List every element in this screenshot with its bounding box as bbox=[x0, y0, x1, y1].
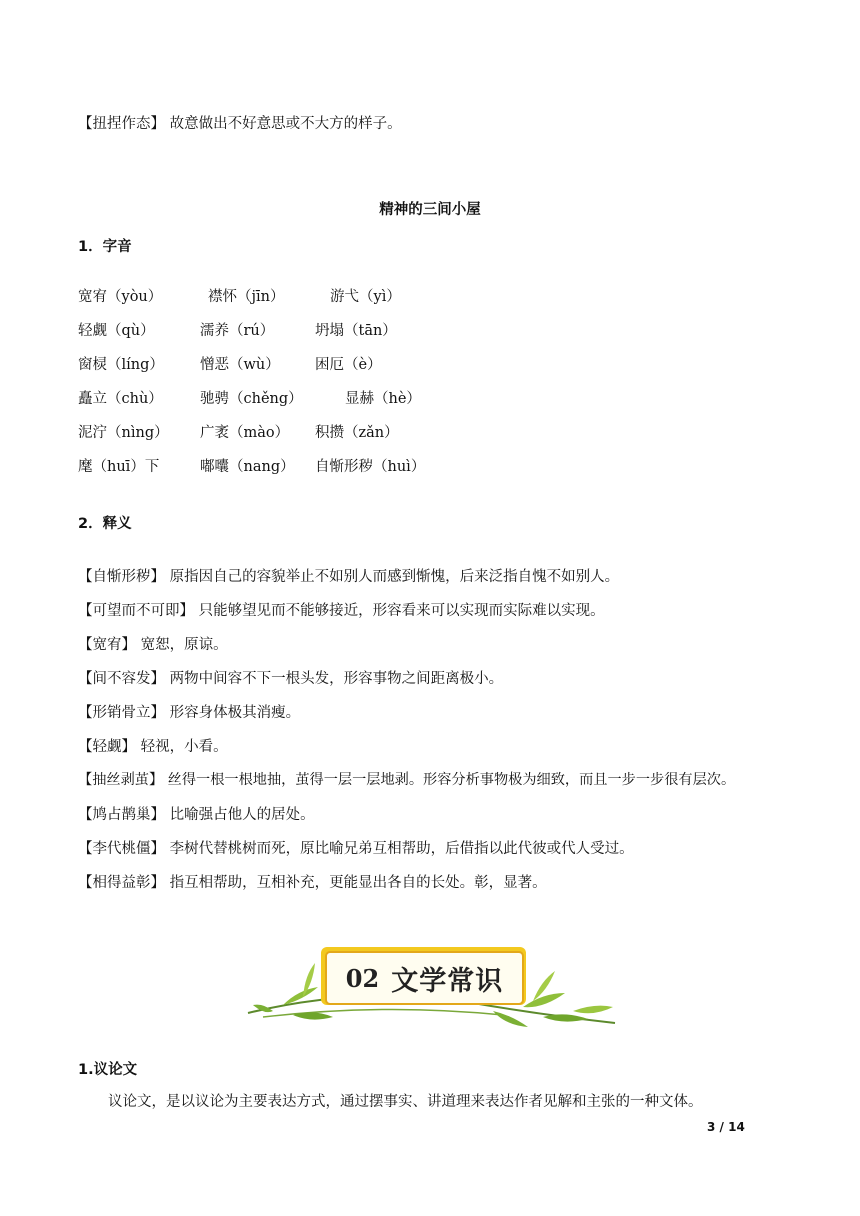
pron-2-3: 坍塌（tān） bbox=[315, 323, 397, 339]
definition-text: 只能够望见而不能够接近，形容看来可以实现而实际难以实现。 bbox=[194, 603, 605, 619]
definition-term: 【自惭形秽】 bbox=[78, 569, 165, 585]
pron-5-2: 广袤（mào） bbox=[200, 425, 290, 441]
definition-text: 两物中间容不下一根头发，形容事物之间距离极小。 bbox=[165, 671, 504, 687]
pron-2-2: 濡养（rú） bbox=[200, 323, 275, 339]
definition-item bbox=[78, 633, 228, 654]
definition-term: 【李代桃僵】 bbox=[78, 841, 165, 857]
definition-term: 【轻觑】 bbox=[78, 739, 136, 755]
entry-niunie bbox=[78, 112, 402, 133]
definition-term: 【鸠占鹊巢】 bbox=[78, 807, 165, 823]
pron-6-1: 麾（huī）下 bbox=[78, 459, 160, 475]
section-title: 精神的三间小屋 bbox=[379, 202, 481, 218]
pron-4-2: 驰骋（chěng） bbox=[200, 391, 303, 407]
definition-item bbox=[78, 803, 315, 824]
definition-item bbox=[78, 701, 300, 722]
lit-paragraph: 议论文，是以议论为主要表达方式，通过摆事实、讲道理来表达作者见解和主张的一种文体。 bbox=[108, 1094, 703, 1110]
definition-text: 指互相帮助，互相补充，更能显出各自的长处。彰，显著。 bbox=[165, 875, 547, 891]
definition-item bbox=[78, 769, 735, 789]
pron-3-3: 困厄（è） bbox=[315, 357, 382, 373]
pron-6-2: 嘟囔（nang） bbox=[200, 459, 295, 475]
pron-2-1: 轻觑（qù） bbox=[78, 323, 155, 339]
pron-1-1: 宽宥（yòu） bbox=[78, 289, 163, 305]
definition-item bbox=[78, 871, 547, 892]
entry-text: 故意做出不好意思或不大方的样子。 bbox=[165, 116, 402, 132]
definition-term: 【形销骨立】 bbox=[78, 705, 165, 721]
pron-1-2: 襟怀（jīn） bbox=[208, 289, 285, 305]
definition-item bbox=[78, 837, 634, 858]
definition-term: 【间不容发】 bbox=[78, 671, 165, 687]
definition-text: 原指因自己的容貌举止不如别人而感到惭愧，后来泛指自愧不如别人。 bbox=[165, 569, 620, 585]
pron-4-3: 显赫（hè） bbox=[345, 391, 421, 407]
definition-text: 形容身体极其消瘦。 bbox=[165, 705, 301, 721]
pron-3-2: 憎恶（wù） bbox=[200, 357, 280, 373]
heading-meaning: 2．释义 bbox=[78, 516, 132, 532]
page-number: 3 / 14 bbox=[707, 1120, 745, 1134]
definition-item bbox=[78, 599, 605, 620]
definition-term: 【相得益彰】 bbox=[78, 875, 165, 891]
definition-item bbox=[78, 667, 503, 688]
definition-item bbox=[78, 565, 619, 586]
definition-text: 宽恕，原谅。 bbox=[136, 637, 228, 653]
banner-title: 文学常识 bbox=[391, 965, 504, 997]
pron-6-3: 自惭形秽（huì） bbox=[315, 459, 426, 475]
definition-term: 【抽丝剥茧】 bbox=[78, 772, 164, 788]
heading-pronunciation: 1．字音 bbox=[78, 239, 132, 255]
definition-text: 轻视，小看。 bbox=[136, 739, 228, 755]
pron-4-1: 矗立（chù） bbox=[78, 391, 163, 407]
definition-text: 李树代替桃树而死，原比喻兄弟互相帮助，后借指以此代彼或代人受过。 bbox=[165, 841, 634, 857]
section-banner bbox=[243, 945, 618, 1035]
pron-1-3: 游弋（yì） bbox=[330, 289, 401, 305]
banner-box bbox=[325, 951, 524, 1005]
pron-3-1: 窗棂（líng） bbox=[78, 357, 164, 373]
entry-term: 【扭捏作态】 bbox=[78, 116, 165, 132]
definition-term: 【宽宥】 bbox=[78, 637, 136, 653]
definition-term: 【可望而不可即】 bbox=[78, 603, 194, 619]
definition-text: 丝得一根一根地抽，茧得一层一层地剥。形容分析事物极为细致，而且一步一步很有层次。 bbox=[163, 772, 736, 788]
definition-item bbox=[78, 735, 228, 756]
pron-5-3: 积攒（zǎn） bbox=[315, 425, 399, 441]
lit-heading: 1.议论文 bbox=[78, 1062, 138, 1078]
banner-number: 02 bbox=[345, 963, 380, 993]
pron-5-1: 泥泞（nìng） bbox=[78, 425, 169, 441]
definition-text: 比喻强占他人的居处。 bbox=[165, 807, 315, 823]
